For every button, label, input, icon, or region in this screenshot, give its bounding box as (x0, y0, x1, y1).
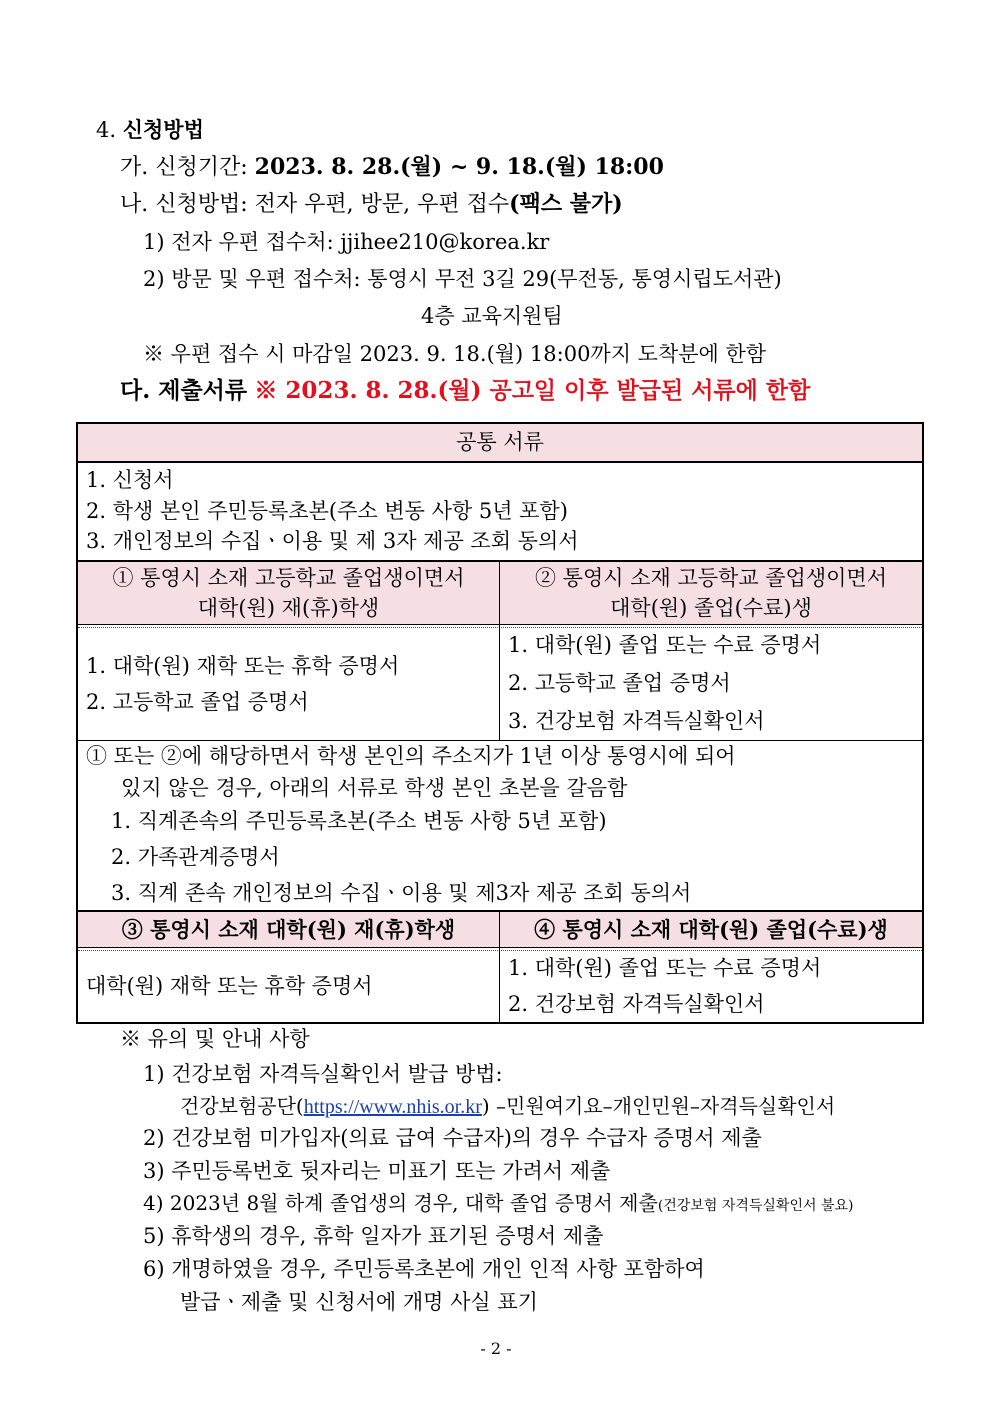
method-note: (팩스 불가) (509, 191, 623, 217)
mail-note: ※ 우편 접수 시 마감일 2023. 9. 18.(월) 18:00까지 도착분에 한함 (143, 342, 767, 366)
period-line (120, 153, 664, 182)
note-line-2: 있지 않은 경우, 아래의 서류로 학생 본인 초본을 갈음함 (121, 776, 628, 800)
section-title: 신청방법 (122, 117, 204, 142)
common-header-row (78, 424, 922, 461)
note-item-2: 2. 가족관계증명서 (111, 845, 280, 869)
period-value: 2023. 8. 28.(월) ~ 9. 18.(월) 18:00 (254, 154, 664, 180)
note-1-sub-post: ) –민원여기요–개인민원–자격득실확인서 (481, 1094, 836, 1118)
note-3: 3) 주민등록번호 뒷자리는 미표기 또는 가려서 제출 (143, 1159, 611, 1183)
notes-title: ※ 유의 및 안내 사항 (120, 1027, 310, 1051)
period-label: 가. 신청기간: (120, 155, 255, 180)
note-1-sub (180, 1092, 835, 1121)
documents-table (76, 422, 924, 1024)
docs-note: ※ 2023. 8. 28.(월) 공고일 이후 발급된 서류에 한함 (254, 377, 811, 404)
method-label: 나. 신청방법: 전자 우편, 방문, 우편 접수 (120, 192, 510, 217)
col2-item-2: 2. 고등학교 졸업 증명서 (508, 671, 731, 695)
common-item-3: 3. 개인정보의 수집ㆍ이용 및 제 3자 제공 조회 동의서 (86, 529, 579, 553)
col3-item-1: 대학(원) 재학 또는 휴학 증명서 (86, 974, 373, 998)
page-number: - 2 - (480, 1339, 512, 1358)
docs-line (120, 377, 810, 405)
note-6: 6) 개명하였을 경우, 주민등록초본에 개인 인적 사항 포함하여 (143, 1257, 705, 1281)
col4-item-1: 1. 대학(원) 졸업 또는 수료 증명서 (508, 956, 822, 980)
col1-item-2: 2. 고등학교 졸업 증명서 (86, 690, 309, 714)
note-1-sub-pre: 건강보험공단( (180, 1094, 304, 1118)
note-4 (143, 1189, 853, 1220)
visit-line-2: 4층 교육지원팀 (421, 304, 563, 328)
note-6-sub: 발급ㆍ제출 및 신청서에 개명 사실 표기 (180, 1290, 538, 1314)
note-item-1: 1. 직계존속의 주민등록초본(주소 변동 사항 5년 포함) (111, 809, 607, 833)
docs-label: 다. 제출서류 (120, 377, 248, 404)
email-line: 1) 전자 우편 접수처: jjihee210@korea.kr (143, 230, 550, 254)
col2-item-1: 1. 대학(원) 졸업 또는 수료 증명서 (508, 633, 822, 657)
col1-item-1: 1. 대학(원) 재학 또는 휴학 증명서 (86, 654, 400, 678)
col1-header-l1: ① 통영시 소재 고등학교 졸업생이면서 (112, 566, 465, 590)
method-line (120, 190, 623, 219)
common-item-2: 2. 학생 본인 주민등록초본(주소 변동 사항 5년 포함) (86, 499, 568, 523)
section-heading (96, 116, 204, 144)
note-4-main: 4) 2023년 8월 하계 졸업생의 경우, 대학 졸업 증명서 제출 (143, 1191, 658, 1215)
note-4-small: (건강보험 자격득실확인서 불요) (657, 1198, 854, 1214)
col1-header-l2: 대학(원) 재(휴)학생 (197, 596, 380, 620)
note-item-3: 3. 직계 존속 개인정보의 수집ㆍ이용 및 제3자 제공 조회 동의서 (111, 881, 692, 905)
note-5: 5) 휴학생의 경우, 휴학 일자가 표기된 증명서 제출 (143, 1224, 604, 1248)
visit-line: 2) 방문 및 우편 접수처: 통영시 무전 3길 29(무전동, 통영시립도서관) (143, 267, 782, 291)
col2-header-l2: 대학(원) 졸업(수료)생 (610, 596, 812, 620)
common-header: 공통 서류 (456, 430, 544, 454)
note-line-1: ① 또는 ②에 해당하면서 학생 본인의 주소지가 1년 이상 통영시에 되어 (86, 744, 736, 768)
note-1: 1) 건강보험 자격득실확인서 발급 방법: (143, 1062, 503, 1086)
col4-item-2: 2. 건강보험 자격득실확인서 (508, 992, 765, 1016)
col3-header: ③ 통영시 소재 대학(원) 재(휴)학생 (121, 917, 456, 942)
note-2: 2) 건강보험 미가입자(의료 급여 수급자)의 경우 수급자 증명서 제출 (143, 1126, 762, 1150)
col2-header-l1: ② 통영시 소재 고등학교 졸업생이면서 (535, 566, 887, 590)
col4-header: ④ 통영시 소재 대학(원) 졸업(수료)생 (534, 917, 888, 942)
common-item-1: 1. 신청서 (86, 468, 174, 492)
nhis-link[interactable]: https://www.nhis.or.kr (303, 1096, 482, 1118)
col2-item-3: 3. 건강보험 자격득실확인서 (508, 709, 765, 733)
section-number: 4. (96, 118, 117, 142)
